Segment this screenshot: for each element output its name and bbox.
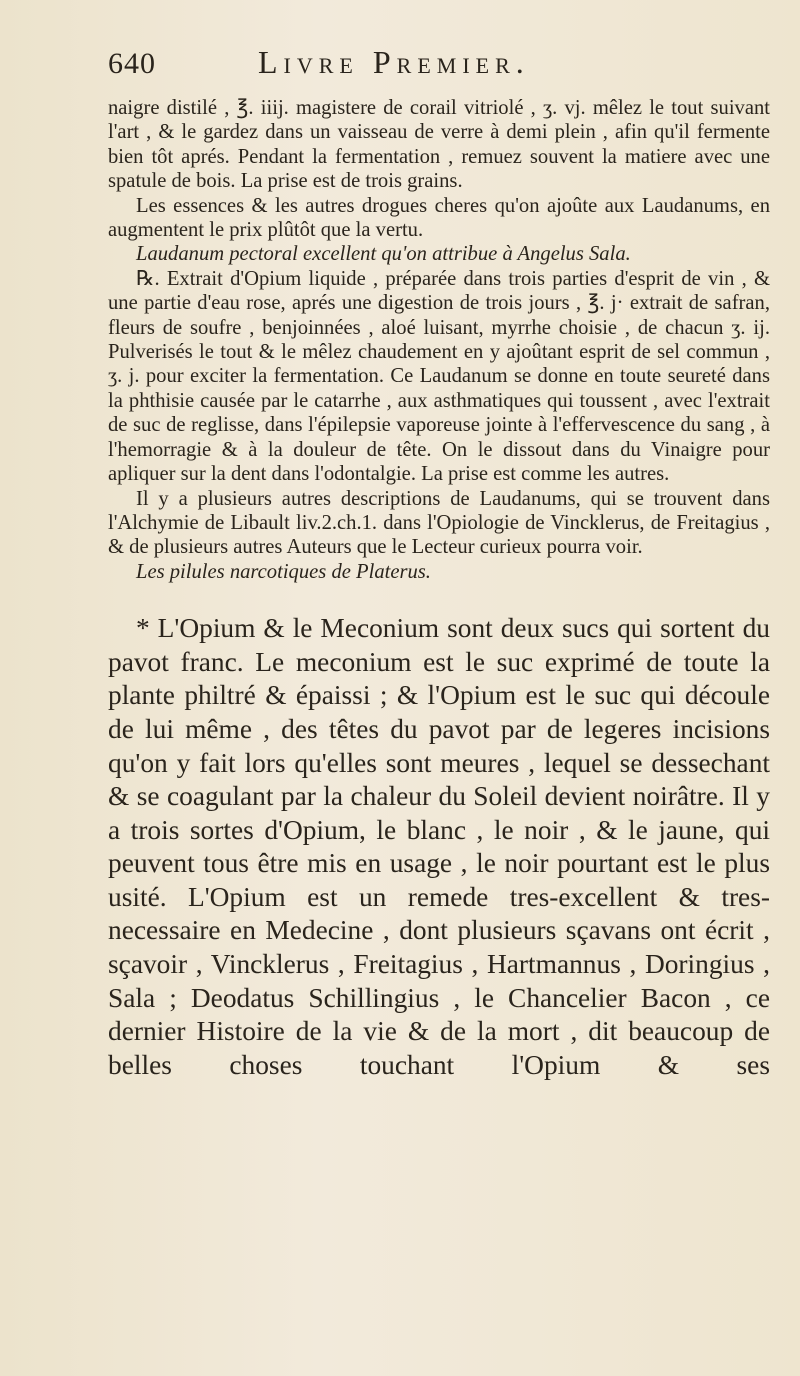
page-header <box>108 44 770 96</box>
paragraph-essences: Les essences & les autres drogues cheres qu'on ajoûte aux Laudanums, en augmentent le prix plûtôt que la vertu. <box>108 194 770 242</box>
paragraph-descriptions: Il y a plusieurs autres descriptions de Laudanums, qui se trouvent dans l'Alchymie de Libault liv.2.ch.1. dans l'Opiologie de Vincklerus, de Freitagius , & de plusieurs autres Auteurs que le Lecteur curieux pourra voir. <box>108 487 770 559</box>
page-number: 640 <box>108 47 156 80</box>
footnote-text: * L'Opium & le Meconium sont deux sucs qui sortent du pavot franc. Le meconium est le suc exprimé de toute la plante philtré & épaissi ; & l'Opium est le suc qui découle de lui même , des têtes du pavot par de legeres incisions qu'on y fait lors qu'elles sont meures , lequel se dessechant & se coagulant par la chaleur du Soleil devient noirâtre. Il y a trois sortes d'Opium, le blanc , le noir , & le jaune, qui peuvent tous être mis en usage , le noir pourtant est le plus usité. L'Opium est un remede tres-excellent & tres-necessaire en Medecine , dont plusieurs sçavans ont écrit , sçavoir , Vincklerus , Freitagius , Hartmannus , Doringius , Sala ; Deodatus Schillingius , le Chancelier Bacon , ce dernier Histoire de la vie & de la mort , dit beaucoup de belles choses touchant l'Opium & ses <box>108 613 770 1080</box>
running-title: Livre Premier. <box>258 44 530 80</box>
recipe-title-laudanum-pectoral: Laudanum pectoral excellent qu'on attribue à Angelus Sala. <box>136 243 631 266</box>
recipe-title-pilules: Les pilules narcotiques de Platerus. <box>136 560 431 583</box>
footnote-opium <box>108 612 770 1082</box>
recipe-formula: ℞. Extrait d'Opium liquide , préparée dans trois parties d'esprit de vin , & une partie d'eau rose, aprés une digestion de trois jours , ℥. j· extrait de safran, fleurs de soufre , benjoinnées , aloé luisant, myrrhe choisie , de chacun ʒ. ij. Pulverisés le tout & le mêlez chaudement en y ajoûtant esprit de sel commun , ʒ. j. pour exciter la fermentation. Ce Laudanum se donne en toute seureté dans la phthisie causée par le catarrhe , aux asthmatiques qui toussent , avec l'extrait de suc de reglisse, dans l'épilepsie vaporeuse jointe à l'effervescence du sang , à l'hemorragie & à la douleur de tête. On le dissout dans du Vinaigre pour apliquer sur la dent dans l'odontalgie. La prise est comme les autres. <box>108 267 770 486</box>
paragraph-continuation: naigre distilé , ℥. iiij. magistere de corail vitriolé , ʒ. vj. mêlez le tout suivant l'art , & le gardez dans un vaisseau de verre à demi plein , afin qu'il fermente bien tôt aprés. Pendant la fermentation , remuez souvent la matiere avec une spatule de bois. La prise est de trois grains. <box>108 97 770 193</box>
main-text <box>108 96 770 584</box>
